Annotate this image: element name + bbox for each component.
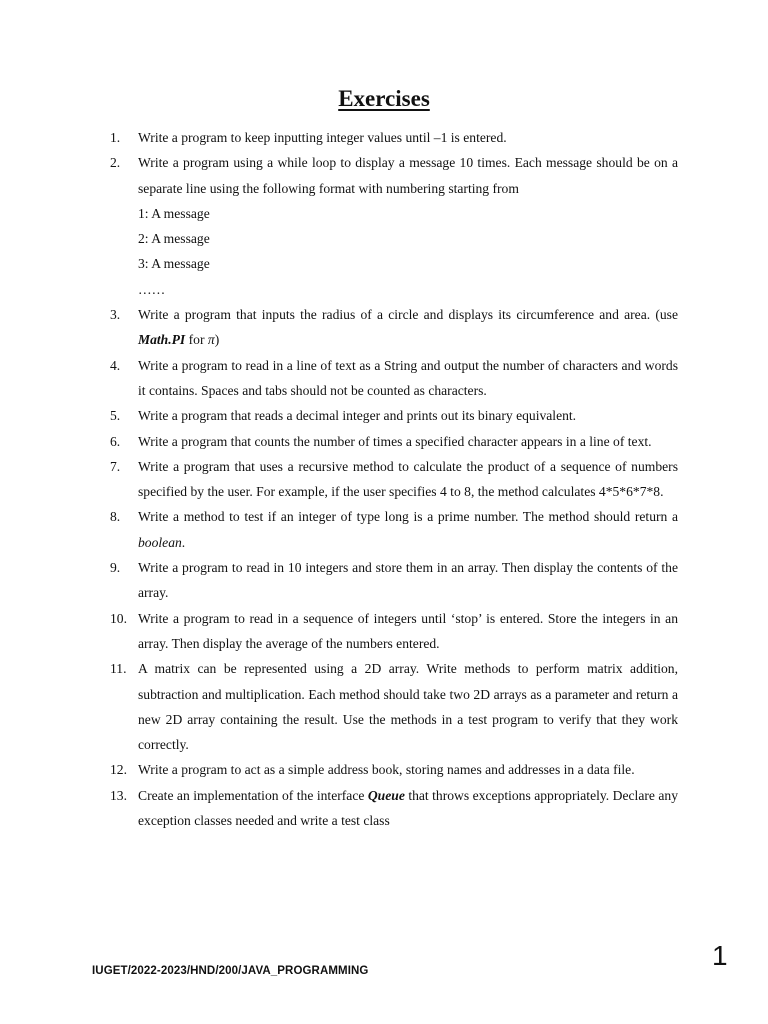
exercise-item-5 xyxy=(110,403,678,428)
exercise-item-4 xyxy=(110,353,678,404)
item-text: Write a program to read in a line of text as a String and output the number of characters and words it contains. Spaces and tabs should not be counted as characters. xyxy=(138,357,678,398)
exercise-item-3 xyxy=(110,302,678,353)
item-number: 10. xyxy=(110,610,127,626)
item-text: Write a program to act as a simple address book, storing names and addresses in a data file. xyxy=(138,762,635,778)
footer-course-code: IUGET/2022-2023/HND/200/JAVA_PROGRAMMING xyxy=(92,965,369,977)
item-text: Write a method to test if an integer of type long is a prime number. The method should return a xyxy=(138,509,678,525)
item-text: Write a program that inputs the radius of a circle and displays its circumference and area. (use xyxy=(138,307,678,323)
item-text: A matrix can be represented using a 2D array. Write methods to perform matrix addition, subtraction and multiplication. Each method should take two 2D arrays as a parameter and return a new 2D array containing the result. Use the methods in a test program to verify that they work correctly. xyxy=(138,661,678,753)
exercise-item-1 xyxy=(110,125,678,150)
item-text: Write a program that counts the number of times a specified character appears in a line of text. xyxy=(138,433,652,449)
item-number: 1. xyxy=(110,130,121,145)
exercise-item-10 xyxy=(110,606,678,657)
item-number: 3. xyxy=(110,307,121,323)
item-number: 8. xyxy=(110,509,121,525)
item-number: 6. xyxy=(110,433,121,449)
item-text: that throws exceptions appropriately. Declare any exception classes needed and write a test class xyxy=(138,787,678,829)
item-text: Write a program using a while loop to display a message 10 times. Each message should be on a separate line using the following format with numbering starting from xyxy=(138,155,678,196)
format-line: 1: A message xyxy=(138,205,210,221)
item-text: for xyxy=(185,332,208,348)
exercise-item-2 xyxy=(110,150,678,302)
item-number: 7. xyxy=(110,458,121,474)
type-emphasis: boolean xyxy=(138,534,182,550)
format-ellipsis: …… xyxy=(138,281,166,297)
item-text: ) xyxy=(214,332,220,348)
exercise-item-7 xyxy=(110,454,678,505)
exercise-item-11 xyxy=(110,656,678,757)
page-title: Exercises xyxy=(338,86,430,111)
item-text: Write a program to read in a sequence of integers until ‘stop’ is entered. Store the integers in an array. Then display the average of the numbers entered. xyxy=(138,610,678,651)
code-emphasis: Queue xyxy=(367,787,405,803)
item-number: 9. xyxy=(110,560,121,576)
format-line: 2: A message xyxy=(138,231,210,247)
exercise-item-12 xyxy=(110,757,678,782)
item-number: 11. xyxy=(110,661,127,677)
item-number: 13. xyxy=(110,787,127,803)
item-number: 12. xyxy=(110,762,127,778)
item-text: Write a program that reads a decimal integer and prints out its binary equivalent. xyxy=(138,408,577,424)
exercise-item-6 xyxy=(110,429,678,454)
item-text: Write a program to keep inputting integer values until –1 is entered. xyxy=(138,130,507,145)
code-emphasis: Math.PI xyxy=(138,332,186,348)
item-text: Write a program to read in 10 integers and store them in an array. Then display the contents of the array. xyxy=(138,560,678,601)
item-text: Create an implementation of the interface xyxy=(138,787,368,803)
pi-symbol: π xyxy=(207,332,215,348)
item-number: 4. xyxy=(110,357,121,373)
item-number: 5. xyxy=(110,408,121,424)
exercise-item-8 xyxy=(110,504,678,555)
item-text: Write a program that uses a recursive method to calculate the product of a sequence of numbers specified by the user. For example, if the user specifies 4 to 8, the method calculates 4*5*6*7*8. xyxy=(138,458,678,500)
format-line: 3: A message xyxy=(138,256,210,272)
exercise-list xyxy=(110,125,678,833)
item-text: . xyxy=(181,534,186,550)
exercise-item-13 xyxy=(110,783,678,834)
page-number: 1 xyxy=(712,940,728,971)
item-number: 2. xyxy=(110,155,121,171)
exercise-item-9 xyxy=(110,555,678,606)
